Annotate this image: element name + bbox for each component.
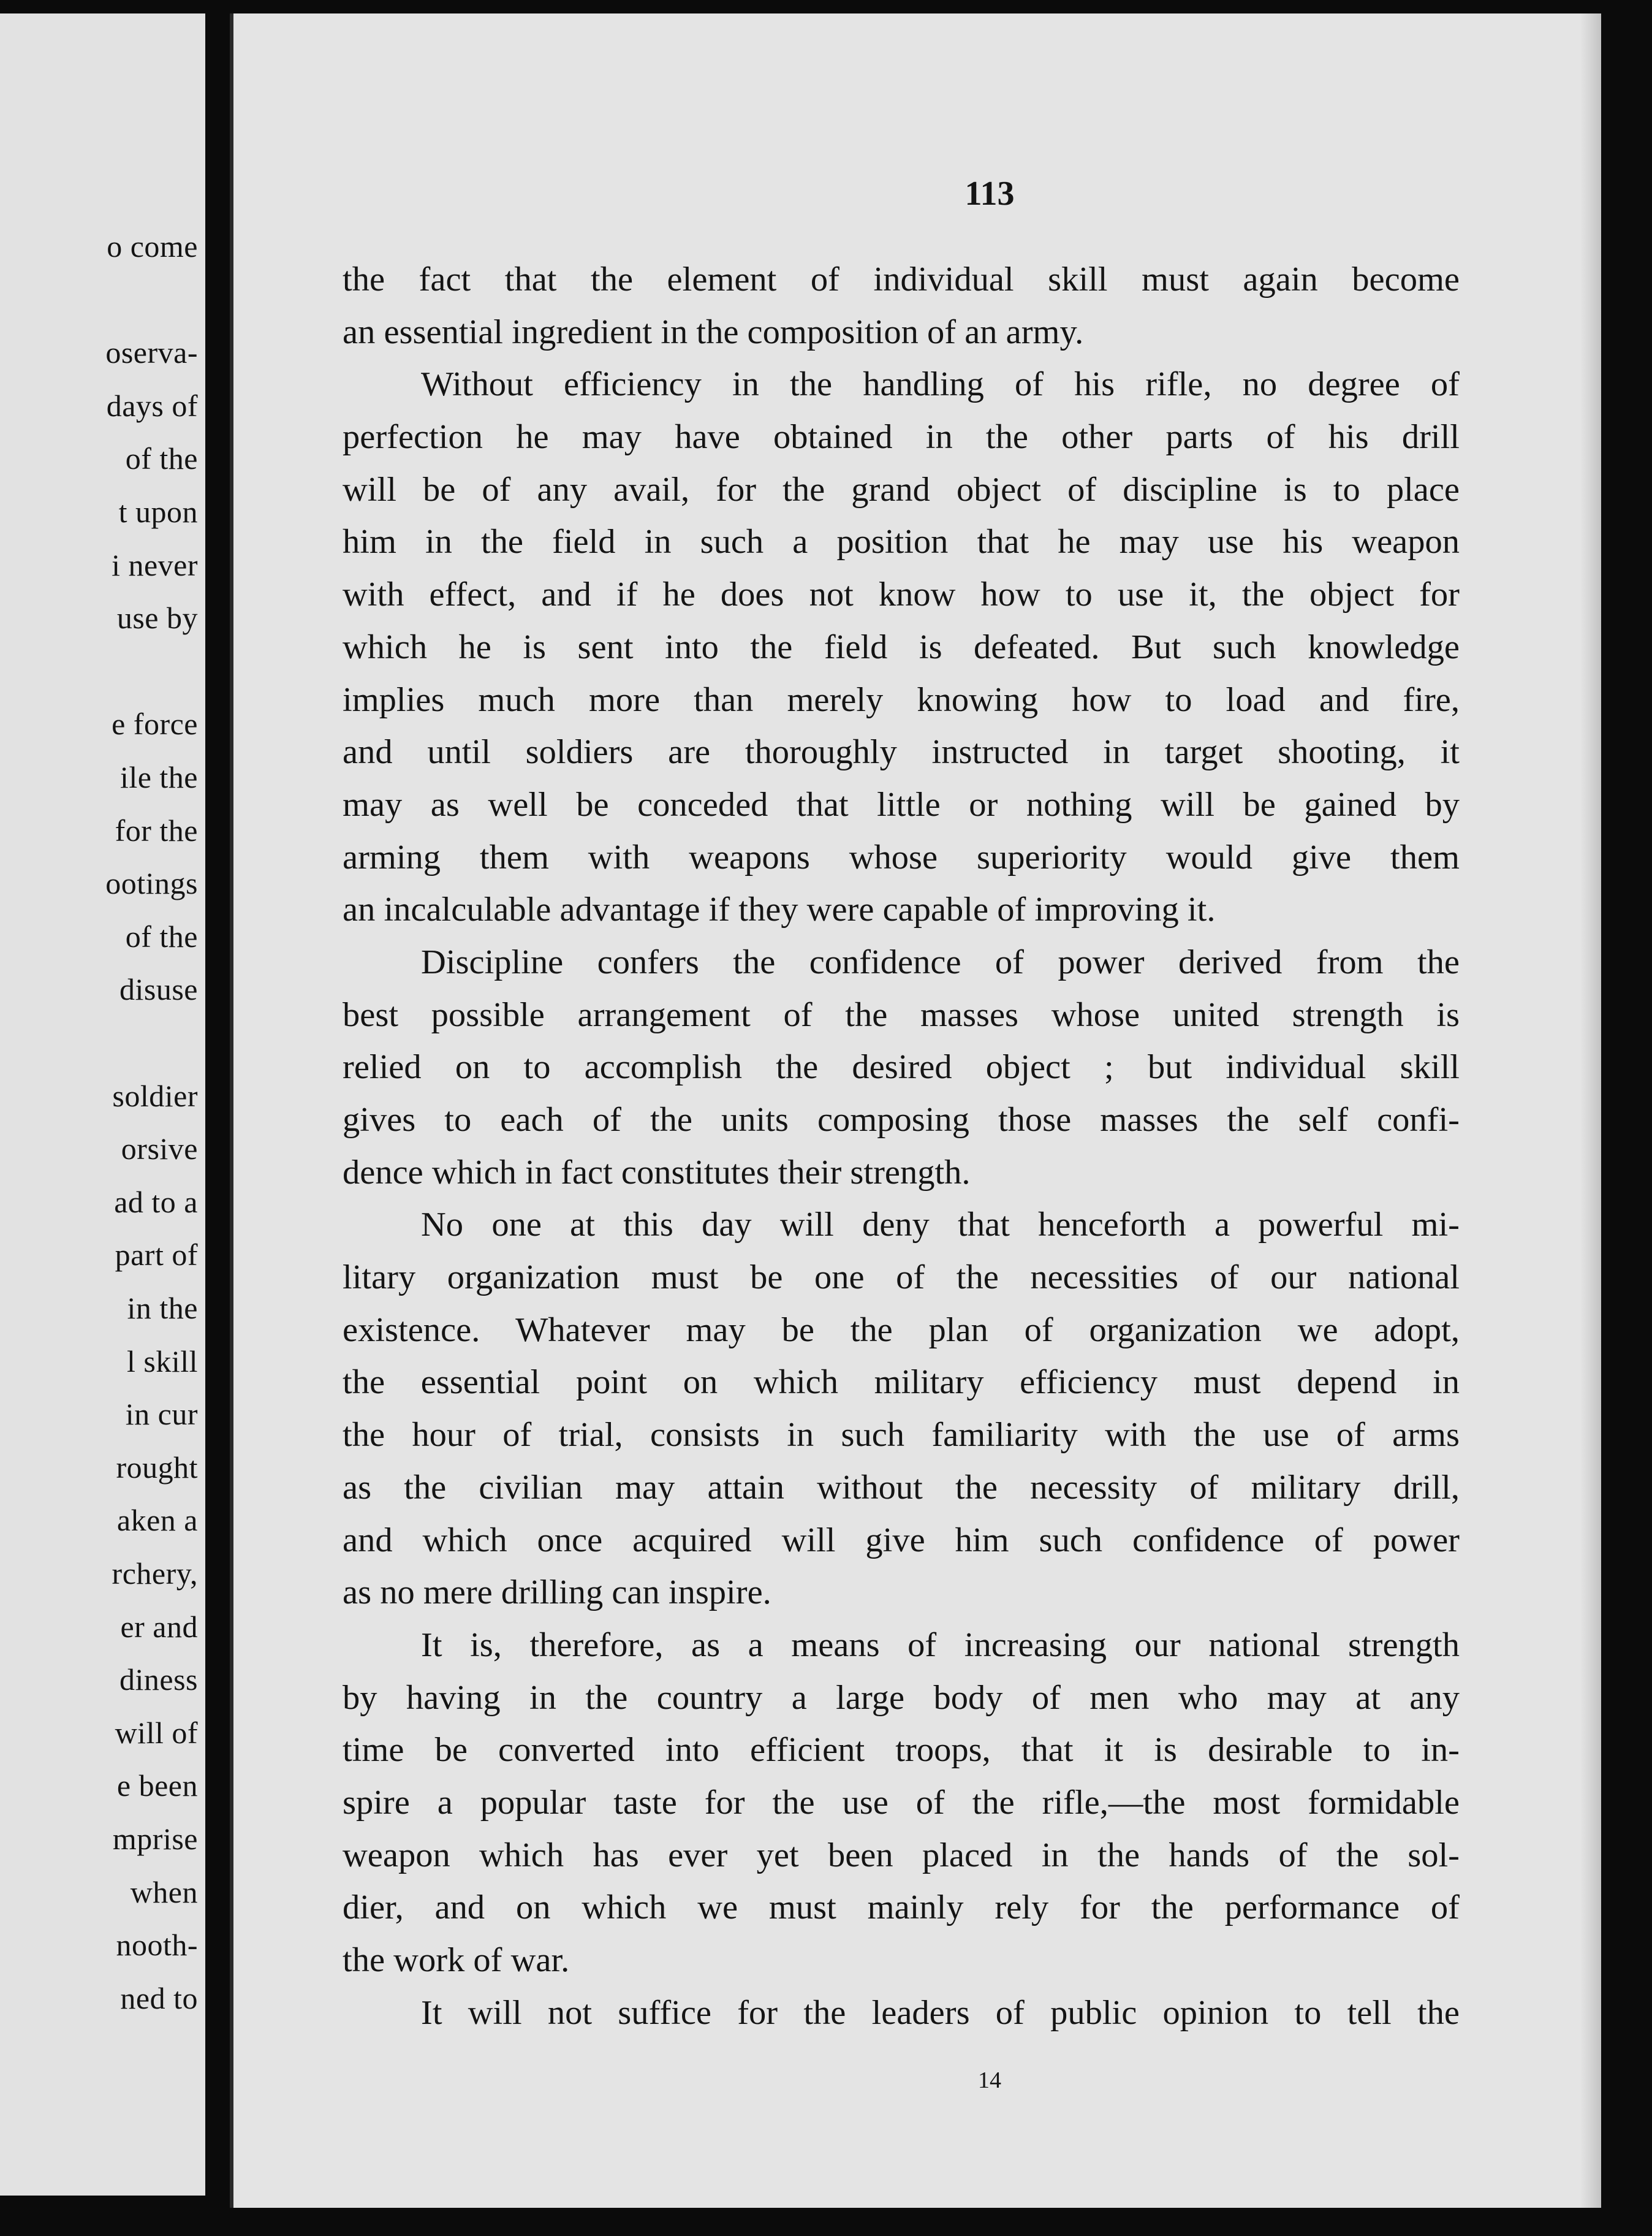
facing-page-line: nooth- (116, 1928, 198, 1963)
text-line: will be of any avail, for the grand object of discipline is to place (343, 470, 1460, 509)
text-line: Without efficiency in the handling of his rifle, no degree of (421, 365, 1460, 404)
facing-page-fragment (0, 13, 205, 2196)
book-page (230, 13, 1605, 2208)
facing-page-line: of the (125, 441, 198, 476)
text-line: the work of war. (343, 1941, 570, 1979)
facing-page-line: for the (115, 813, 198, 848)
facing-page-line: ad to a (114, 1184, 198, 1219)
text-line: perfection he may have obtained in the other parts of his drill (343, 418, 1460, 457)
text-line: Discipline confers the confidence of power derived from the (421, 943, 1460, 981)
facing-page-line: disuse (119, 972, 198, 1007)
facing-page-line: in cur (125, 1397, 198, 1432)
facing-page-line: rchery, (112, 1556, 198, 1591)
facing-page-line: days of (106, 388, 198, 423)
facing-page-line: in the (127, 1291, 198, 1325)
text-line: time be converted into efficient troops, that it is desirable to in- (343, 1731, 1460, 1770)
text-line: dence which in fact constitutes their strength. (343, 1153, 971, 1192)
text-line: with effect, and if he does not know how to use it, the object for (343, 576, 1460, 614)
facing-page-line: orsive (121, 1131, 198, 1166)
facing-page-line: diness (119, 1662, 198, 1697)
facing-page-line: will of (115, 1715, 198, 1750)
text-line: dier, and on which we must mainly rely for the performance of (343, 1888, 1460, 1927)
text-line: gives to each of the units composing those masses the self confi- (343, 1101, 1460, 1139)
facing-page-line: soldier (112, 1078, 198, 1113)
text-line: by having in the country a large body of men who may at any (343, 1678, 1460, 1717)
text-line: an essential ingredient in the composition of an army. (343, 313, 1084, 351)
facing-page-line: of the (125, 919, 198, 954)
text-line: the fact that the element of individual skill must again become (343, 260, 1460, 299)
text-line: implies much more than merely knowing how to load and fire, (343, 680, 1460, 719)
text-line: It is, therefore, as a means of increasing our national strength (421, 1626, 1460, 1664)
facing-page-line: l skill (126, 1344, 198, 1378)
facing-page-line: ned to (120, 1980, 198, 2015)
facing-page-line: aken a (116, 1503, 198, 1538)
facing-page-line: use by (116, 601, 198, 636)
facing-page-line: mprise (112, 1822, 198, 1856)
body-text (343, 254, 1460, 2039)
text-line: an incalculable advantage if they were capable of improving it. (343, 891, 1216, 929)
book-gutter (205, 0, 230, 2236)
facing-page-line: e force (112, 707, 198, 742)
text-line: as the civilian may attain without the necessity of military drill, (343, 1468, 1460, 1507)
facing-page-line: e been (116, 1768, 198, 1803)
text-line: him in the field in such a position that he may use his weapon (343, 523, 1460, 561)
facing-page-line: o come (107, 229, 198, 264)
signature-mark: 14 (978, 2067, 1001, 2093)
facing-page-line: oserva- (105, 335, 198, 370)
text-line: spire a popular taste for the use of the rifle,—the most formidable (343, 1783, 1460, 1822)
text-line: weapon which has ever yet been placed in the hands of the sol- (343, 1836, 1460, 1874)
text-line: and which once acquired will give him such confidence of power (343, 1521, 1460, 1559)
page-number: 113 (964, 175, 1015, 213)
text-line: may as well be conceded that little or nothing will be gained by (343, 785, 1460, 824)
facing-page-line: ile the (119, 760, 198, 794)
text-line: No one at this day will deny that henceforth a powerful mi- (421, 1206, 1460, 1244)
text-line: and until soldiers are thoroughly instructed in target shooting, it (343, 733, 1460, 772)
facing-page-line: rought (116, 1450, 198, 1485)
text-line: It will not suffice for the leaders of public opinion to tell the (421, 1993, 1460, 2032)
text-line: as no mere drilling can inspire. (343, 1573, 771, 1612)
scan-border (1601, 0, 1652, 2236)
text-line: the hour of trial, consists in such familiarity with the use of arms (343, 1416, 1460, 1455)
text-line: existence. Whatever may be the plan of organization we adopt, (343, 1310, 1460, 1349)
text-line: arming them with weapons whose superiority would give them (343, 838, 1460, 877)
facing-page-line: t upon (118, 495, 198, 529)
text-line: litary organization must be one of the necessities of our national (343, 1258, 1460, 1297)
text-line: the essential point on which military efficiency must depend in (343, 1363, 1460, 1402)
text-line: relied on to accomplish the desired object ; but individual skill (343, 1048, 1460, 1087)
facing-page-line: part of (115, 1238, 198, 1272)
facing-page-line: ootings (105, 866, 198, 901)
text-line: best possible arrangement of the masses whose united strength is (343, 995, 1460, 1034)
facing-page-line: when (130, 1874, 198, 1909)
text-line: which he is sent into the field is defeated. But such knowledge (343, 628, 1460, 666)
facing-page-line: i never (112, 547, 198, 582)
facing-page-line: er and (120, 1609, 198, 1644)
